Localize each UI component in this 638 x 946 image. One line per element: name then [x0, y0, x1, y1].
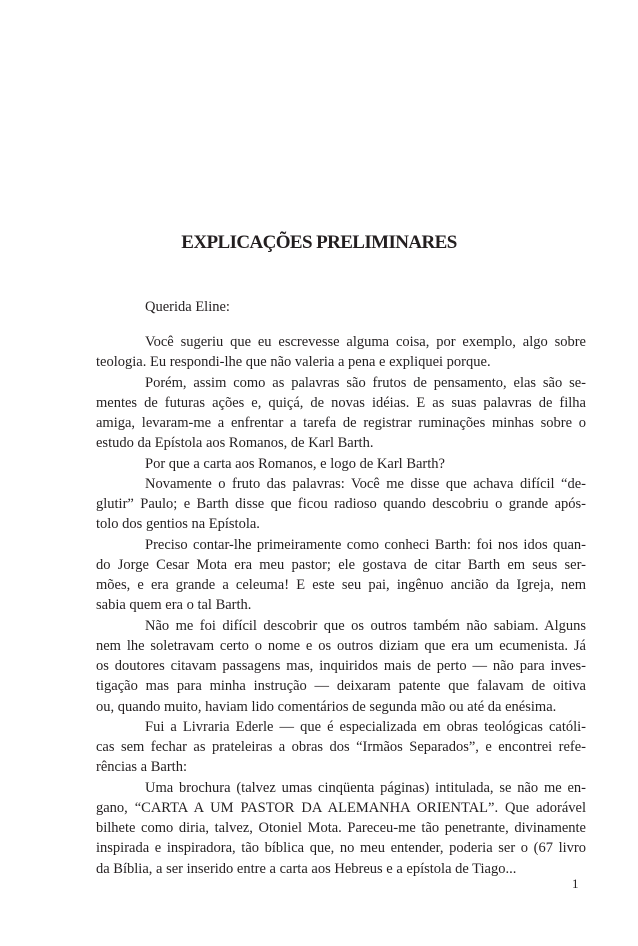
paragraph	[96, 454, 586, 474]
text-line: inspirada e inspiradora, tão bíblica que, no meu entender, poderia ser o (67 livro	[96, 840, 586, 857]
text-line: cas sem fechar as prateleiras a obras dos “Irmãos Separados”, e encontrei refe-	[96, 739, 586, 755]
text-line: amiga, levaram-me a enfrentar a tarefa de registrar ruminações minhas sobre o	[96, 415, 586, 431]
text-line: da Bíblia, a ser inserido entre a carta aos Hebreus e a epístola de Tiago...	[96, 860, 517, 877]
text-line: Preciso contar-lhe primeiramente como conheci Barth: foi nos idos quan-	[145, 536, 586, 553]
text-line: os doutores citavam passagens mas, inquiridos mais de perto — não para inves-	[96, 658, 586, 674]
text-line: tolo dos gentios na Epístola.	[96, 516, 260, 533]
page-number: 1	[572, 876, 579, 891]
text-line: Fui a Livraria Ederle — que é especializada em obras teológicas católi-	[145, 718, 586, 735]
text-line: tigação mas para minha instrução — deixaram patente que falavam de oitiva	[96, 678, 586, 695]
text-line: Uma brochura (talvez umas cinqüenta páginas) intitulada, se não me en-	[145, 779, 586, 796]
text-line: nem lhe soletravam certo o nome e os outros diziam que era um ecumenista. Já	[96, 637, 586, 654]
text-line: teologia. Eu respondi-lhe que não valeria a pena e expliquei porque.	[96, 354, 491, 371]
paragraph	[96, 535, 586, 616]
text-line: Não me foi difícil descobrir que os outros também não sabiam. Alguns	[145, 617, 586, 634]
text-line: ou, quando muito, haviam lido comentários de segunda mão ou até da enésima.	[96, 698, 557, 715]
body-text	[96, 332, 586, 879]
paragraph	[96, 373, 586, 454]
text-line: glutir” Paulo; e Barth disse que ficou radioso quando descobriu o grande após-	[96, 496, 586, 512]
text-line: Porém, assim como as palavras são frutos de pensamento, elas são se-	[145, 374, 586, 391]
page-title: EXPLICAÇÕES PRELIMINARES	[181, 232, 457, 253]
text-line: bilhete como diria, talvez, Otoniel Mota. Pareceu-me tão penetrante, divinamente	[96, 820, 586, 836]
text-line: sabia quem era o tal Barth.	[96, 597, 252, 614]
paragraph	[96, 474, 586, 535]
text-line: do Jorge Cesar Mota era meu pastor; ele gostava de citar Barth em seus ser-	[96, 556, 586, 573]
salutation: Querida Eline:	[145, 299, 230, 315]
text-line: Por que a carta aos Romanos, e logo de Karl Barth?	[145, 455, 445, 472]
paragraph	[96, 332, 586, 373]
text-line: Você sugeriu que eu escrevesse alguma coisa, por exemplo, algo sobre	[145, 334, 586, 350]
paragraph	[96, 616, 586, 717]
paragraph	[96, 778, 586, 879]
text-line: rências a Barth:	[96, 759, 187, 776]
text-line: estudo da Epístola aos Romanos, de Karl Barth.	[96, 435, 374, 452]
text-line: mentes de futuras ações e, quiçá, de novas idéias. E as suas palavras de filha	[96, 394, 586, 411]
text-line: gano, “CARTA A UM PASTOR DA ALEMANHA ORIENTAL”. Que adorável	[96, 799, 586, 816]
paragraph	[96, 717, 586, 778]
text-line: Novamente o fruto das palavras: Você me disse que achava difícil “de-	[145, 475, 586, 492]
text-line: mões, e era grande a celeuma! E este seu pai, ingênuo ancião da Igreja, nem	[96, 577, 586, 593]
